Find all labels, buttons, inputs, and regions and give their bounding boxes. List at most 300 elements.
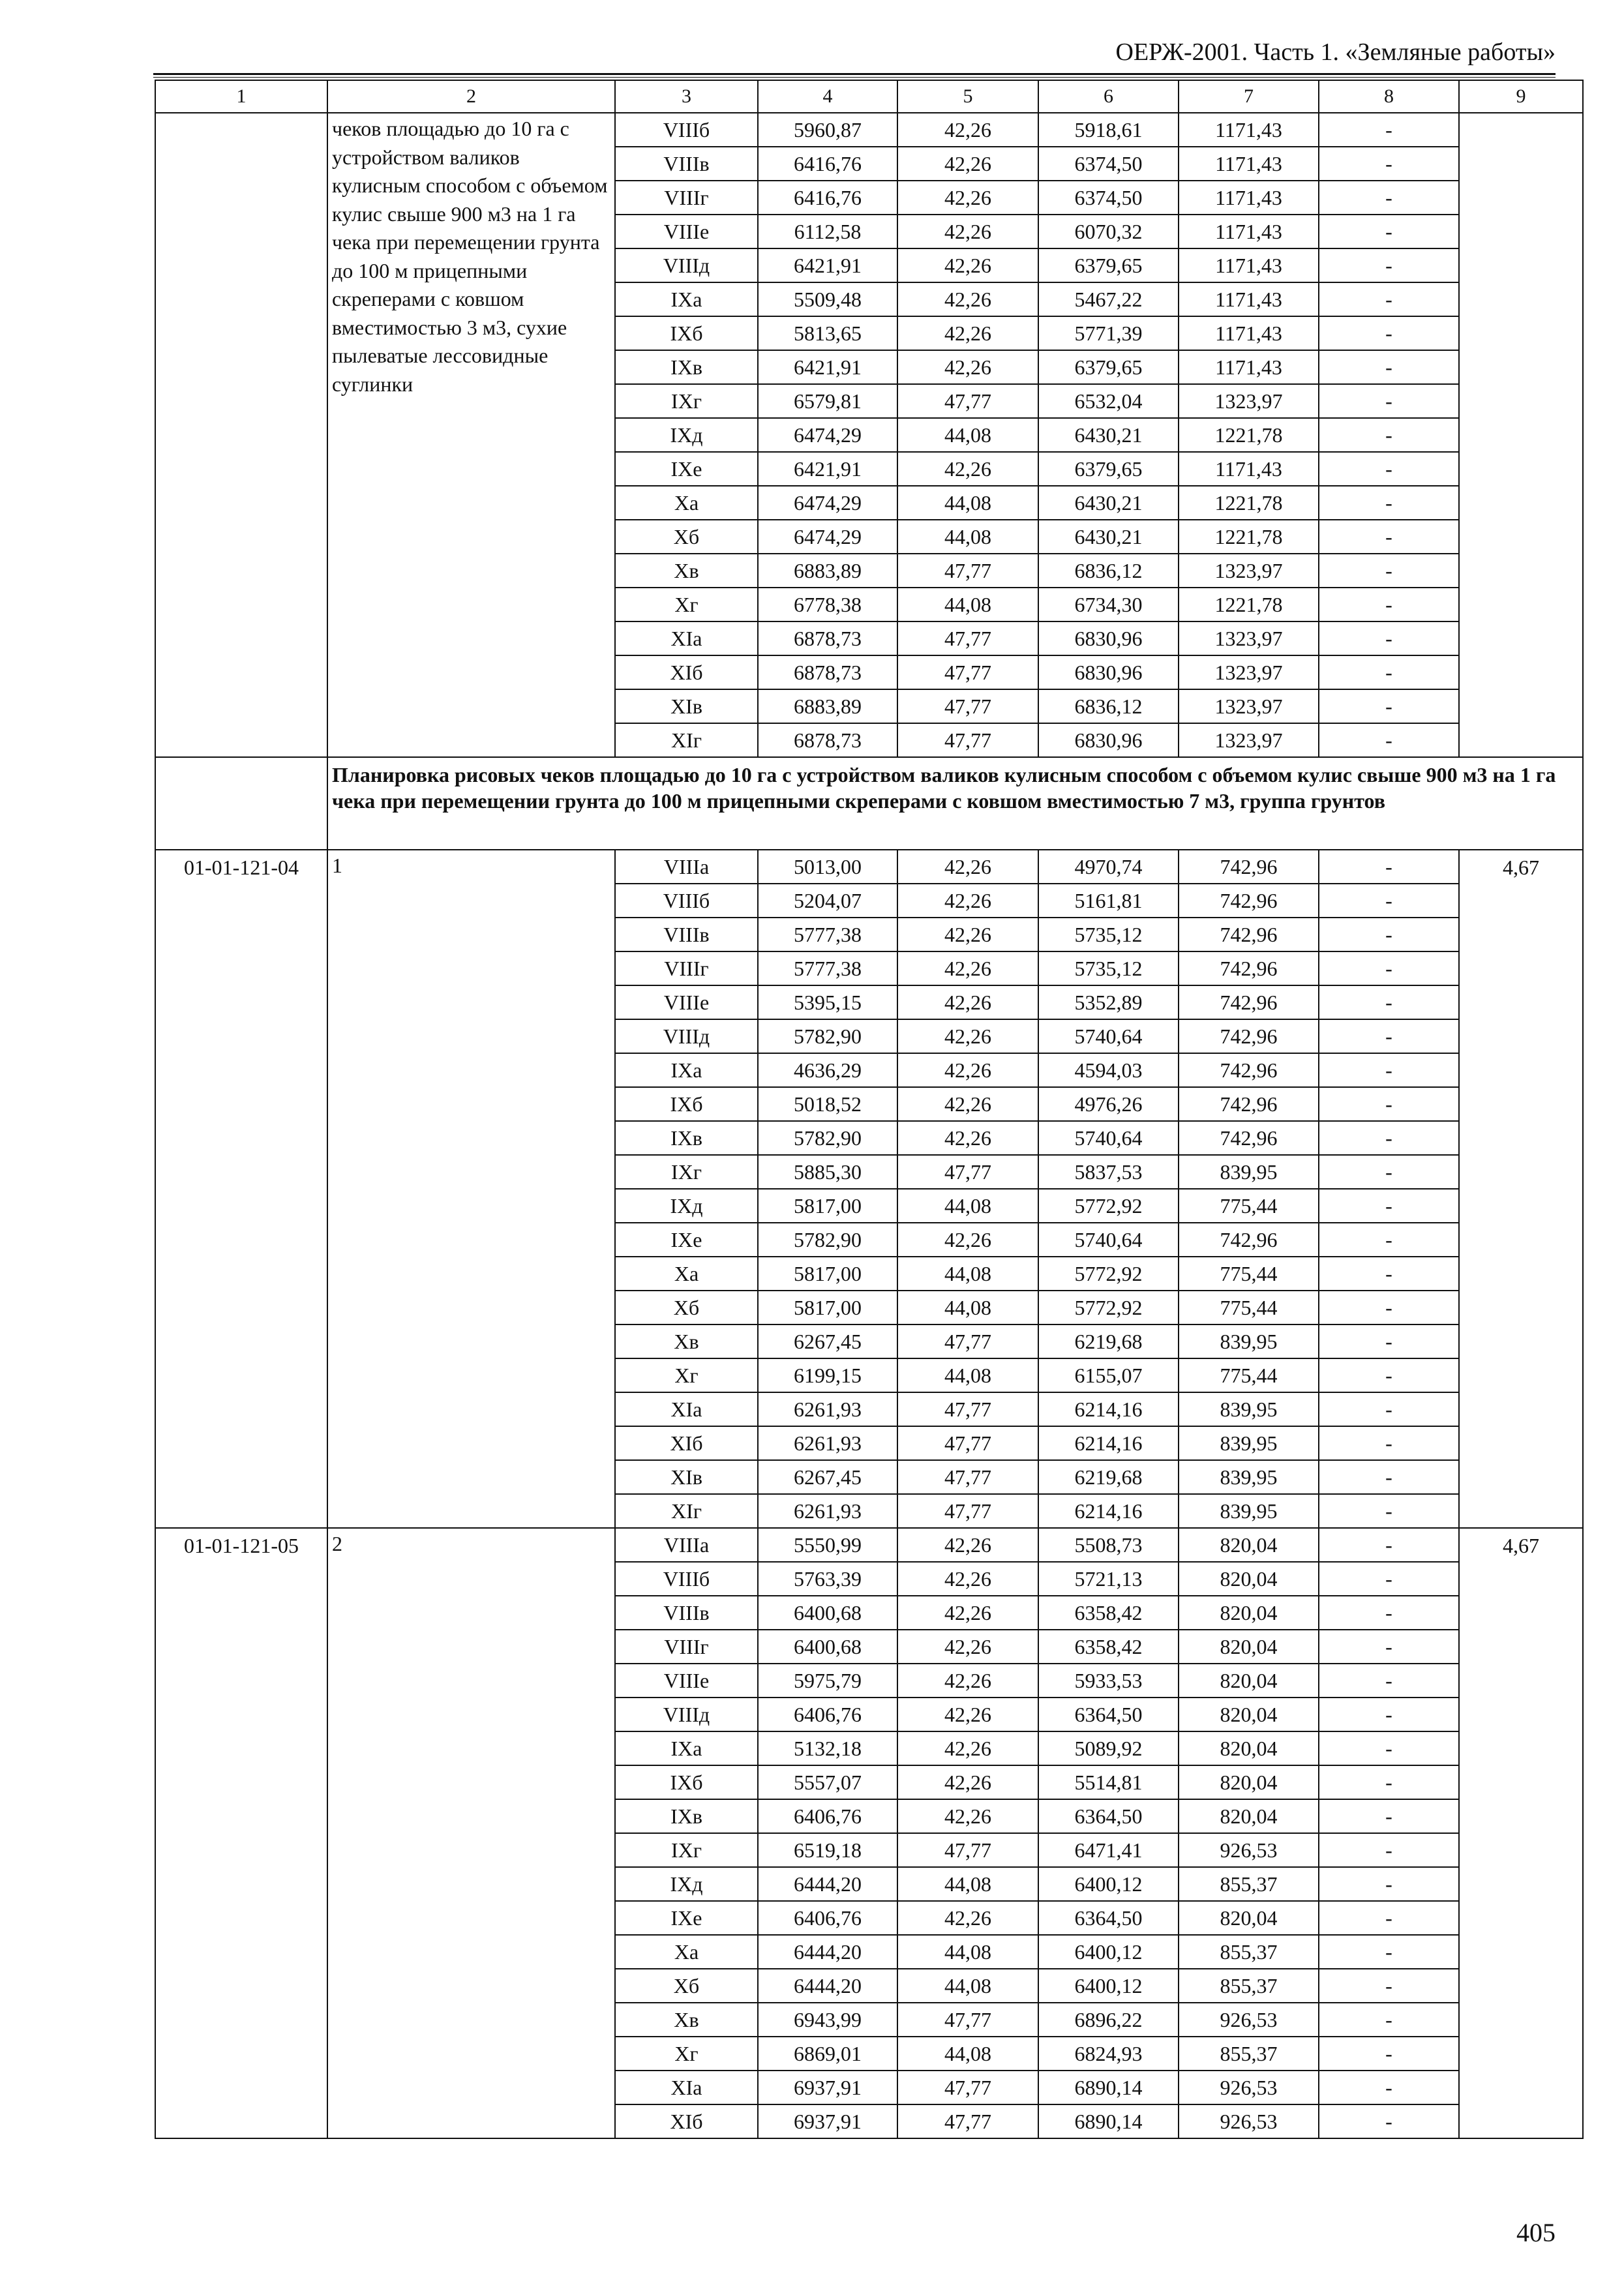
machinist-wages-cell: 775,44 [1179, 1358, 1319, 1392]
soil-group-cell: VIIIв [615, 147, 758, 181]
materials-cell: - [1319, 1765, 1459, 1799]
materials-cell: - [1319, 1324, 1459, 1358]
wages-cell: 47,77 [897, 1494, 1038, 1528]
wages-cell: 42,26 [897, 147, 1038, 181]
soil-group-cell: IXе [615, 1901, 758, 1935]
machine-cost-cell: 5089,92 [1038, 1731, 1179, 1765]
soil-group-cell: VIIIд [615, 1019, 758, 1053]
machinist-wages-cell: 1171,43 [1179, 452, 1319, 486]
machinist-wages-cell: 820,04 [1179, 1799, 1319, 1833]
total-cost-cell: 6261,93 [758, 1392, 897, 1426]
materials-cell: - [1319, 2104, 1459, 2138]
machinist-wages-cell: 926,53 [1179, 2003, 1319, 2037]
norms-table [155, 80, 1584, 2139]
section-title-row [155, 757, 1583, 850]
materials-cell: - [1319, 884, 1459, 918]
table-row [155, 850, 1583, 884]
soil-group-cell: IXд [615, 1867, 758, 1901]
total-cost-cell: 6579,81 [758, 384, 897, 418]
page-header: ОЕРЖ-2001. Часть 1. «Земляные работы» [1115, 38, 1556, 66]
machinist-wages-cell: 820,04 [1179, 1731, 1319, 1765]
total-cost-cell: 6474,29 [758, 520, 897, 554]
machinist-wages-cell: 926,53 [1179, 2071, 1319, 2104]
soil-group-cell: XIа [615, 1392, 758, 1426]
materials-cell: - [1319, 1053, 1459, 1087]
total-cost-cell: 6112,58 [758, 215, 897, 248]
machinist-wages-cell: 820,04 [1179, 1630, 1319, 1664]
machine-cost-cell: 5735,12 [1038, 951, 1179, 985]
soil-group-cell: VIIIа [615, 1528, 758, 1562]
materials-cell: - [1319, 1019, 1459, 1053]
machinist-wages-cell: 820,04 [1179, 1765, 1319, 1799]
wages-cell: 42,26 [897, 1223, 1038, 1257]
materials-cell: - [1319, 1358, 1459, 1392]
machine-cost-cell: 5735,12 [1038, 918, 1179, 951]
column-number: 1 [155, 80, 327, 113]
total-cost-cell: 5763,39 [758, 1562, 897, 1596]
machine-cost-cell: 5740,64 [1038, 1223, 1179, 1257]
wages-cell: 42,26 [897, 1765, 1038, 1799]
wages-cell: 44,08 [897, 1358, 1038, 1392]
machine-cost-cell: 5352,89 [1038, 985, 1179, 1019]
materials-cell: - [1319, 520, 1459, 554]
wages-cell: 47,77 [897, 554, 1038, 588]
machine-cost-cell: 6358,42 [1038, 1630, 1179, 1664]
materials-cell: - [1319, 1664, 1459, 1698]
wages-cell: 42,26 [897, 1630, 1038, 1664]
machine-cost-cell: 6374,50 [1038, 147, 1179, 181]
soil-group-cell: VIIIд [615, 1698, 758, 1731]
wages-cell: 42,26 [897, 1053, 1038, 1087]
machine-cost-cell: 6836,12 [1038, 554, 1179, 588]
total-cost-cell: 6406,76 [758, 1901, 897, 1935]
materials-cell: - [1319, 1460, 1459, 1494]
wages-cell: 47,77 [897, 1324, 1038, 1358]
section-title: Планировка рисовых чеков площадью до 10 га с устройством валиков кулисным способом с объемом кулис свыше 900 м3 на 1 га чека при перемещении грунта до 100 м прицепными скреперами с ковшом вместимостью 7 м3, группа грунтов [327, 757, 1583, 850]
table-row [155, 1528, 1583, 1562]
machinist-wages-cell: 839,95 [1179, 1460, 1319, 1494]
machinist-wages-cell: 742,96 [1179, 1121, 1319, 1155]
soil-group-cell: Xа [615, 486, 758, 520]
machinist-wages-cell: 775,44 [1179, 1257, 1319, 1291]
total-cost-cell: 6937,91 [758, 2104, 897, 2138]
total-cost-cell: 6416,76 [758, 181, 897, 215]
total-cost-cell: 5817,00 [758, 1257, 897, 1291]
soil-group-cell: Xб [615, 1291, 758, 1324]
wages-cell: 47,77 [897, 2104, 1038, 2138]
continued-block-code-cell [155, 113, 327, 757]
machine-cost-cell: 6364,50 [1038, 1799, 1179, 1833]
machinist-wages-cell: 1323,97 [1179, 554, 1319, 588]
total-cost-cell: 6400,68 [758, 1596, 897, 1630]
soil-group-cell: VIIIв [615, 918, 758, 951]
wages-cell: 47,77 [897, 655, 1038, 689]
soil-group-cell: IXв [615, 350, 758, 384]
wages-cell: 44,08 [897, 2037, 1038, 2071]
materials-cell: - [1319, 951, 1459, 985]
materials-cell: - [1319, 248, 1459, 282]
wages-cell: 42,26 [897, 1698, 1038, 1731]
soil-group-cell: IXе [615, 1223, 758, 1257]
total-cost-cell: 6878,73 [758, 621, 897, 655]
materials-cell: - [1319, 1121, 1459, 1155]
machinist-wages-cell: 1171,43 [1179, 316, 1319, 350]
machine-cost-cell: 6364,50 [1038, 1901, 1179, 1935]
wages-cell: 47,77 [897, 1155, 1038, 1189]
machinist-wages-cell: 926,53 [1179, 2104, 1319, 2138]
soil-group-cell: Xб [615, 520, 758, 554]
section-title-empty-cell [155, 757, 327, 850]
machinist-wages-cell: 742,96 [1179, 1019, 1319, 1053]
total-cost-cell: 5013,00 [758, 850, 897, 884]
soil-group-cell: IXб [615, 1765, 758, 1799]
total-cost-cell: 5777,38 [758, 951, 897, 985]
wages-cell: 42,26 [897, 985, 1038, 1019]
machine-cost-cell: 6734,30 [1038, 588, 1179, 621]
soil-group-cell: XIг [615, 1494, 758, 1528]
soil-group-cell: Xа [615, 1935, 758, 1969]
materials-cell: - [1319, 1291, 1459, 1324]
total-cost-cell: 6261,93 [758, 1494, 897, 1528]
total-cost-cell: 6869,01 [758, 2037, 897, 2071]
machine-cost-cell: 4976,26 [1038, 1087, 1179, 1121]
wages-cell: 47,77 [897, 621, 1038, 655]
total-cost-cell: 5782,90 [758, 1223, 897, 1257]
soil-group-cell: Xг [615, 588, 758, 621]
machinist-wages-cell: 1323,97 [1179, 689, 1319, 723]
soil-group-cell: IXг [615, 384, 758, 418]
column-number: 2 [327, 80, 615, 113]
wages-cell: 42,26 [897, 1731, 1038, 1765]
machine-cost-cell: 5772,92 [1038, 1257, 1179, 1291]
total-cost-cell: 6421,91 [758, 248, 897, 282]
materials-cell: - [1319, 1155, 1459, 1189]
machinist-wages-cell: 839,95 [1179, 1426, 1319, 1460]
machine-cost-cell: 6430,21 [1038, 486, 1179, 520]
machine-cost-cell: 6896,22 [1038, 2003, 1179, 2037]
soil-group-cell: IXб [615, 1087, 758, 1121]
column-number: 6 [1038, 80, 1179, 113]
materials-cell: - [1319, 1969, 1459, 2003]
table-body [155, 80, 1583, 2138]
wages-cell: 42,26 [897, 951, 1038, 985]
total-cost-cell: 6519,18 [758, 1833, 897, 1867]
materials-cell: - [1319, 384, 1459, 418]
soil-group-cell: XIб [615, 1426, 758, 1460]
machine-cost-cell: 6379,65 [1038, 350, 1179, 384]
machine-cost-cell: 5721,13 [1038, 1562, 1179, 1596]
continued-block-coefficient-cell [1459, 113, 1583, 757]
continued-block-description-cell: чеков площадью до 10 га с устройством валиков кулисным способом с объемом кулис свыше 900 м3 на 1 га чека при перемещении грунта до 100 м прицепными скреперами с ковшом вместимостью 3 м3, сухие пылеватые лессовидные суглинки [327, 113, 615, 757]
soil-group-cell: Xг [615, 2037, 758, 2071]
soil-group-cell: XIв [615, 1460, 758, 1494]
block-04-description-cell: 1 [327, 850, 615, 1528]
materials-cell: - [1319, 588, 1459, 621]
total-cost-cell: 6778,38 [758, 588, 897, 621]
machine-cost-cell: 6890,14 [1038, 2104, 1179, 2138]
wages-cell: 42,26 [897, 884, 1038, 918]
machinist-wages-cell: 839,95 [1179, 1155, 1319, 1189]
total-cost-cell: 6261,93 [758, 1426, 897, 1460]
machine-cost-cell: 6890,14 [1038, 2071, 1179, 2104]
machine-cost-cell: 6358,42 [1038, 1596, 1179, 1630]
soil-group-cell: IXв [615, 1121, 758, 1155]
soil-group-cell: Xг [615, 1358, 758, 1392]
machinist-wages-cell: 1171,43 [1179, 282, 1319, 316]
soil-group-cell: VIIIг [615, 181, 758, 215]
machinist-wages-cell: 742,96 [1179, 985, 1319, 1019]
table-row [155, 113, 1583, 147]
wages-cell: 42,26 [897, 918, 1038, 951]
machine-cost-cell: 6214,16 [1038, 1494, 1179, 1528]
materials-cell: - [1319, 215, 1459, 248]
block-04-coefficient-cell: 4,67 [1459, 850, 1583, 1528]
machinist-wages-cell: 855,37 [1179, 1867, 1319, 1901]
column-number: 5 [897, 80, 1038, 113]
machine-cost-cell: 6430,21 [1038, 418, 1179, 452]
soil-group-cell: XIв [615, 689, 758, 723]
total-cost-cell: 4636,29 [758, 1053, 897, 1087]
total-cost-cell: 5509,48 [758, 282, 897, 316]
soil-group-cell: Xа [615, 1257, 758, 1291]
total-cost-cell: 5885,30 [758, 1155, 897, 1189]
machine-cost-cell: 6471,41 [1038, 1833, 1179, 1867]
machine-cost-cell: 6379,65 [1038, 248, 1179, 282]
wages-cell: 42,26 [897, 215, 1038, 248]
machinist-wages-cell: 775,44 [1179, 1291, 1319, 1324]
machine-cost-cell: 5740,64 [1038, 1121, 1179, 1155]
materials-cell: - [1319, 1189, 1459, 1223]
soil-group-cell: IXг [615, 1155, 758, 1189]
wages-cell: 44,08 [897, 1969, 1038, 2003]
soil-group-cell: VIIIг [615, 1630, 758, 1664]
total-cost-cell: 5782,90 [758, 1121, 897, 1155]
machine-cost-cell: 6532,04 [1038, 384, 1179, 418]
materials-cell: - [1319, 655, 1459, 689]
total-cost-cell: 6943,99 [758, 2003, 897, 2037]
machinist-wages-cell: 1171,43 [1179, 215, 1319, 248]
machinist-wages-cell: 1323,97 [1179, 384, 1319, 418]
soil-group-cell: VIIIб [615, 1562, 758, 1596]
soil-group-cell: XIа [615, 621, 758, 655]
total-cost-cell: 6416,76 [758, 147, 897, 181]
soil-group-cell: IXв [615, 1799, 758, 1833]
machine-cost-cell: 5772,92 [1038, 1291, 1179, 1324]
machinist-wages-cell: 1221,78 [1179, 418, 1319, 452]
total-cost-cell: 6267,45 [758, 1324, 897, 1358]
total-cost-cell: 6421,91 [758, 350, 897, 384]
materials-cell: - [1319, 1833, 1459, 1867]
materials-cell: - [1319, 689, 1459, 723]
soil-group-cell: XIб [615, 2104, 758, 2138]
total-cost-cell: 5018,52 [758, 1087, 897, 1121]
soil-group-cell: Xв [615, 1324, 758, 1358]
machine-cost-cell: 6400,12 [1038, 1867, 1179, 1901]
wages-cell: 42,26 [897, 1087, 1038, 1121]
soil-group-cell: IXа [615, 1053, 758, 1087]
soil-group-cell: VIIIд [615, 248, 758, 282]
machine-cost-cell: 6824,93 [1038, 2037, 1179, 2071]
soil-group-cell: IXд [615, 1189, 758, 1223]
machine-cost-cell: 6214,16 [1038, 1392, 1179, 1426]
total-cost-cell: 6878,73 [758, 655, 897, 689]
wages-cell: 47,77 [897, 1460, 1038, 1494]
machinist-wages-cell: 855,37 [1179, 1935, 1319, 1969]
materials-cell: - [1319, 181, 1459, 215]
machine-cost-cell: 4970,74 [1038, 850, 1179, 884]
soil-group-cell: Xв [615, 554, 758, 588]
materials-cell: - [1319, 350, 1459, 384]
materials-cell: - [1319, 2003, 1459, 2037]
machine-cost-cell: 5771,39 [1038, 316, 1179, 350]
total-cost-cell: 6199,15 [758, 1358, 897, 1392]
materials-cell: - [1319, 113, 1459, 147]
total-cost-cell: 5132,18 [758, 1731, 897, 1765]
soil-group-cell: IXг [615, 1833, 758, 1867]
materials-cell: - [1319, 1528, 1459, 1562]
machinist-wages-cell: 839,95 [1179, 1392, 1319, 1426]
block-05-description-cell: 2 [327, 1528, 615, 2138]
machinist-wages-cell: 742,96 [1179, 918, 1319, 951]
total-cost-cell: 6937,91 [758, 2071, 897, 2104]
header-rule-thin [153, 77, 1556, 78]
materials-cell: - [1319, 621, 1459, 655]
machine-cost-cell: 6830,96 [1038, 723, 1179, 757]
materials-cell: - [1319, 1630, 1459, 1664]
machine-cost-cell: 5508,73 [1038, 1528, 1179, 1562]
machine-cost-cell: 6374,50 [1038, 181, 1179, 215]
machine-cost-cell: 6430,21 [1038, 520, 1179, 554]
column-number: 7 [1179, 80, 1319, 113]
materials-cell: - [1319, 2071, 1459, 2104]
total-cost-cell: 5975,79 [758, 1664, 897, 1698]
wages-cell: 44,08 [897, 1935, 1038, 1969]
wages-cell: 47,77 [897, 2071, 1038, 2104]
wages-cell: 44,08 [897, 1257, 1038, 1291]
materials-cell: - [1319, 1596, 1459, 1630]
soil-group-cell: VIIIб [615, 113, 758, 147]
machinist-wages-cell: 742,96 [1179, 1087, 1319, 1121]
materials-cell: - [1319, 316, 1459, 350]
total-cost-cell: 5204,07 [758, 884, 897, 918]
soil-group-cell: XIг [615, 723, 758, 757]
materials-cell: - [1319, 2037, 1459, 2071]
soil-group-cell: VIIIе [615, 985, 758, 1019]
machinist-wages-cell: 1171,43 [1179, 181, 1319, 215]
total-cost-cell: 6400,68 [758, 1630, 897, 1664]
wages-cell: 42,26 [897, 1596, 1038, 1630]
materials-cell: - [1319, 1731, 1459, 1765]
block-04-code-cell: 01-01-121-04 [155, 850, 327, 1528]
wages-cell: 42,26 [897, 1664, 1038, 1698]
materials-cell: - [1319, 1562, 1459, 1596]
wages-cell: 44,08 [897, 418, 1038, 452]
machine-cost-cell: 6364,50 [1038, 1698, 1179, 1731]
total-cost-cell: 6444,20 [758, 1935, 897, 1969]
materials-cell: - [1319, 1799, 1459, 1833]
materials-cell: - [1319, 985, 1459, 1019]
wages-cell: 47,77 [897, 1392, 1038, 1426]
soil-group-cell: XIб [615, 655, 758, 689]
wages-cell: 42,26 [897, 1901, 1038, 1935]
wages-cell: 42,26 [897, 1019, 1038, 1053]
soil-group-cell: XIа [615, 2071, 758, 2104]
total-cost-cell: 5817,00 [758, 1189, 897, 1223]
soil-group-cell: VIIIа [615, 850, 758, 884]
total-cost-cell: 6444,20 [758, 1867, 897, 1901]
total-cost-cell: 6474,29 [758, 486, 897, 520]
wages-cell: 47,77 [897, 723, 1038, 757]
total-cost-cell: 6406,76 [758, 1698, 897, 1731]
column-number: 4 [758, 80, 897, 113]
soil-group-cell: VIIIе [615, 1664, 758, 1698]
column-number: 3 [615, 80, 758, 113]
total-cost-cell: 6883,89 [758, 554, 897, 588]
wages-cell: 47,77 [897, 689, 1038, 723]
machinist-wages-cell: 820,04 [1179, 1596, 1319, 1630]
wages-cell: 44,08 [897, 1867, 1038, 1901]
machinist-wages-cell: 742,96 [1179, 951, 1319, 985]
wages-cell: 42,26 [897, 850, 1038, 884]
machinist-wages-cell: 742,96 [1179, 1223, 1319, 1257]
wages-cell: 47,77 [897, 1426, 1038, 1460]
machinist-wages-cell: 820,04 [1179, 1528, 1319, 1562]
soil-group-cell: VIIIб [615, 884, 758, 918]
machine-cost-cell: 4594,03 [1038, 1053, 1179, 1087]
machinist-wages-cell: 820,04 [1179, 1698, 1319, 1731]
soil-group-cell: IXб [615, 316, 758, 350]
total-cost-cell: 6474,29 [758, 418, 897, 452]
machinist-wages-cell: 1171,43 [1179, 113, 1319, 147]
machinist-wages-cell: 1323,97 [1179, 655, 1319, 689]
machinist-wages-cell: 820,04 [1179, 1901, 1319, 1935]
wages-cell: 44,08 [897, 520, 1038, 554]
machine-cost-cell: 6214,16 [1038, 1426, 1179, 1460]
machinist-wages-cell: 1221,78 [1179, 520, 1319, 554]
machine-cost-cell: 5837,53 [1038, 1155, 1179, 1189]
machine-cost-cell: 5918,61 [1038, 113, 1179, 147]
materials-cell: - [1319, 850, 1459, 884]
machine-cost-cell: 5772,92 [1038, 1189, 1179, 1223]
total-cost-cell: 6421,91 [758, 452, 897, 486]
machine-cost-cell: 6219,68 [1038, 1324, 1179, 1358]
wages-cell: 42,26 [897, 181, 1038, 215]
materials-cell: - [1319, 418, 1459, 452]
wages-cell: 44,08 [897, 1291, 1038, 1324]
materials-cell: - [1319, 918, 1459, 951]
machine-cost-cell: 5933,53 [1038, 1664, 1179, 1698]
materials-cell: - [1319, 1087, 1459, 1121]
machine-cost-cell: 6400,12 [1038, 1969, 1179, 2003]
machinist-wages-cell: 1171,43 [1179, 350, 1319, 384]
materials-cell: - [1319, 723, 1459, 757]
wages-cell: 47,77 [897, 1833, 1038, 1867]
materials-cell: - [1319, 1494, 1459, 1528]
total-cost-cell: 5550,99 [758, 1528, 897, 1562]
soil-group-cell: IXа [615, 282, 758, 316]
page-number: 405 [1516, 2218, 1556, 2247]
materials-cell: - [1319, 1935, 1459, 1969]
materials-cell: - [1319, 1901, 1459, 1935]
machinist-wages-cell: 1323,97 [1179, 723, 1319, 757]
machinist-wages-cell: 775,44 [1179, 1189, 1319, 1223]
machinist-wages-cell: 855,37 [1179, 1969, 1319, 2003]
materials-cell: - [1319, 1426, 1459, 1460]
total-cost-cell: 6883,89 [758, 689, 897, 723]
wages-cell: 44,08 [897, 1189, 1038, 1223]
machine-cost-cell: 6836,12 [1038, 689, 1179, 723]
machinist-wages-cell: 1171,43 [1179, 147, 1319, 181]
